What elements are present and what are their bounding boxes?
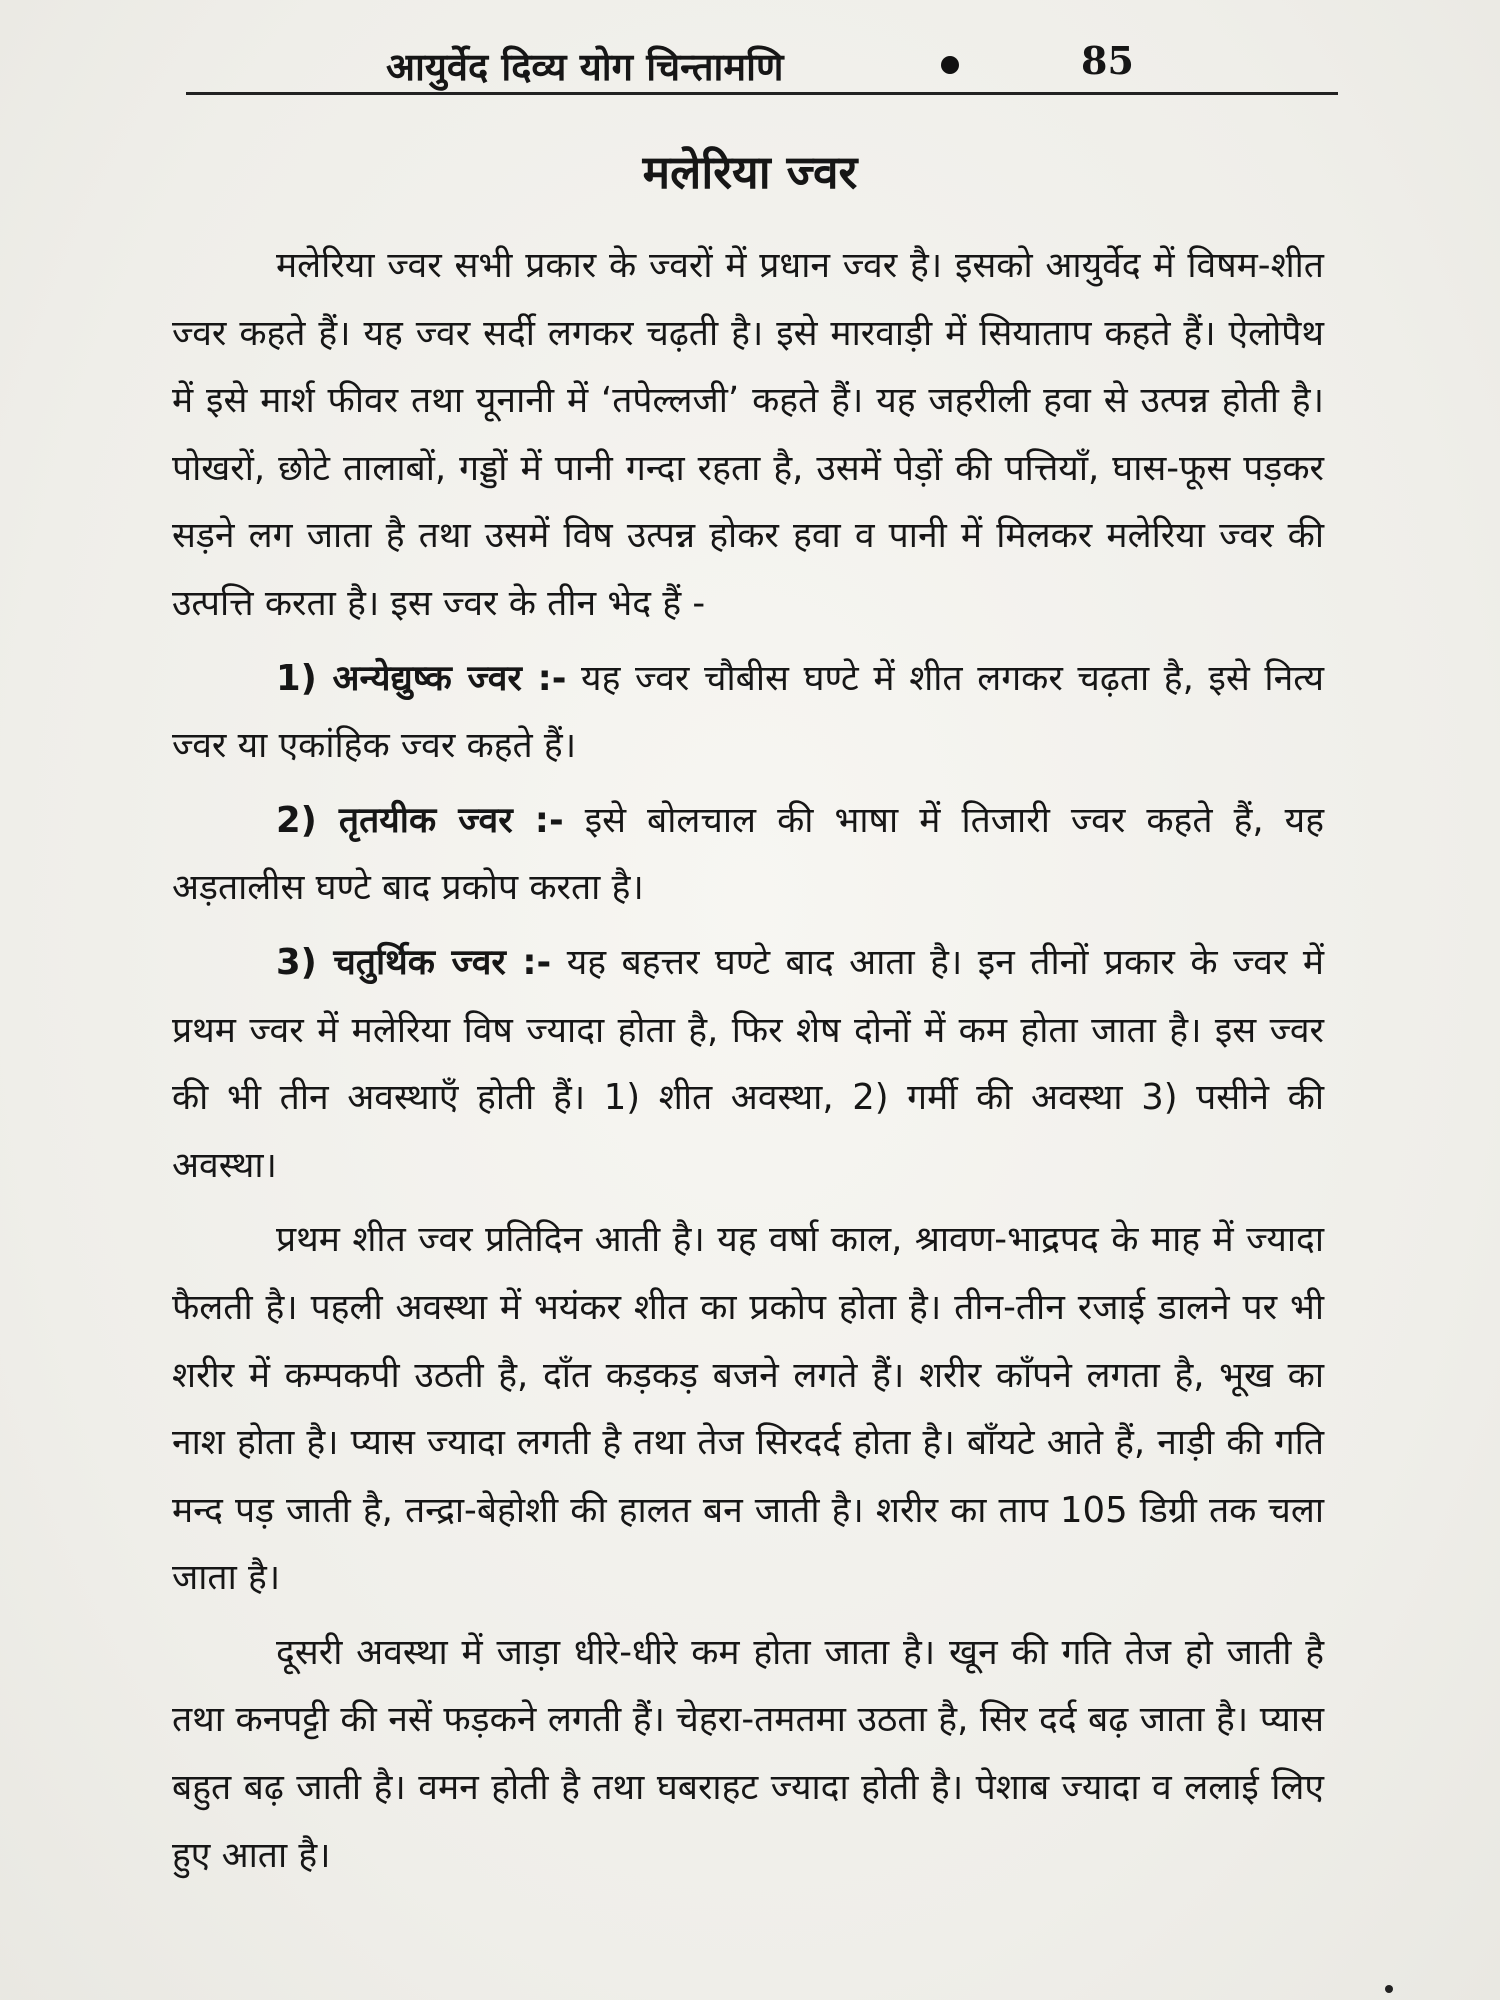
type-paragraph-2 xyxy=(172,787,1324,922)
type-paragraph-1 xyxy=(172,645,1324,780)
running-title: आयुर्वेद दिव्य योग चिन्तामणि xyxy=(386,45,784,89)
page-number: 85 xyxy=(1081,38,1134,83)
body-text xyxy=(172,232,1324,1889)
header-bullet xyxy=(941,56,959,74)
type-term-1: 1) अन्येद्युष्क ज्वर :- xyxy=(276,657,567,699)
chapter-title: मलेरिया ज्वर xyxy=(642,145,858,199)
header-rule xyxy=(186,92,1338,95)
type-term-2: 2) तृतयीक ज्वर :- xyxy=(276,799,564,841)
type-term-3: 3) चतुर्थिक ज्वर :- xyxy=(276,941,552,983)
type-text-2: इसे बोलचाल की भाषा में तिजारी ज्वर कहते हैं, यह अड़तालीस घण्टे बाद प्रकोप करता है। xyxy=(172,799,1324,909)
intro-paragraph: मलेरिया ज्वर सभी प्रकार के ज्वरों में प्रधान ज्वर है। इसको आयुर्वेद में विषम-शीत ज्वर कहते हैं। यह ज्वर सर्दी लगकर चढ़ती है। इसे मारवाड़ी में सियाताप कहते हैं। ऐलोपैथ में इसे मार्श फीवर तथा यूनानी में ‘तपेल्लजी’ कहते हैं। यह जहरीली हवा से उत्पन्न होती है। पोखरों, छोटे तालाबों, गड्डों में पानी गन्दा रहता है, उसमें पेड़ों की पत्तियाँ, घास-फूस पड़कर सड़ने लग जाता है तथा उसमें विष उत्पन्न होकर हवा व पानी में मिलकर मलेरिया ज्वर की उत्पत्ति करता है। इस ज्वर के तीन भेद हैं - xyxy=(172,245,1325,624)
type-text-3: यह बहत्तर घण्टे बाद आता है। इन तीनों प्रकार के ज्वर में प्रथम ज्वर में मलेरिया विष ज्यादा होता है, फिर शेष दोनों में कम होता जाता है। इस ज्वर की भी तीन अवस्थाएँ होती हैं। 1) शीत अवस्था, 2) गर्मी की अवस्था 3) पसीने की अवस्था। xyxy=(172,941,1324,1186)
stage-2-paragraph: दूसरी अवस्था में जाड़ा धीरे-धीरे कम होता जाता है। खून की गति तेज हो जाती है तथा कनपट्टी की नसें फड़कने लगती हैं। चेहरा-तमतमा उठता है, सिर दर्द बढ़ जाता है। प्यास बहुत बढ़ जाती है। वमन होती है तथा घबराहट ज्यादा होती है। पेशाब ज्यादा व ललाई लिए हुए आता है। xyxy=(172,1631,1324,1876)
page-header xyxy=(186,36,1338,92)
print-speck xyxy=(1385,1985,1393,1993)
type-text-1: यह ज्वर चौबीस घण्टे में शीत लगकर चढ़ता है, इसे नित्य ज्वर या एकांहिक ज्वर कहते हैं। xyxy=(172,657,1324,767)
type-paragraph-3 xyxy=(172,929,1324,1199)
stage-1-paragraph: प्रथम शीत ज्वर प्रतिदिन आती है। यह वर्षा काल, श्रावण-भाद्रपद के माह में ज्यादा फैलती है। पहली अवस्था में भयंकर शीत का प्रकोप होता है। तीन-तीन रजाई डालने पर भी शरीर में कम्पकपी उठती है, दाँत कड़कड़ बजने लगते हैं। शरीर काँपने लगता है, भूख का नाश होता है। प्यास ज्यादा लगती है तथा तेज सिरदर्द होता है। बाँयटे आते हैं, नाड़ी की गति मन्द पड़ जाती है, तन्द्रा-बेहोशी की हालत बन जाती है। शरीर का ताप 105 डिग्री तक चला जाता है। xyxy=(172,1219,1324,1599)
